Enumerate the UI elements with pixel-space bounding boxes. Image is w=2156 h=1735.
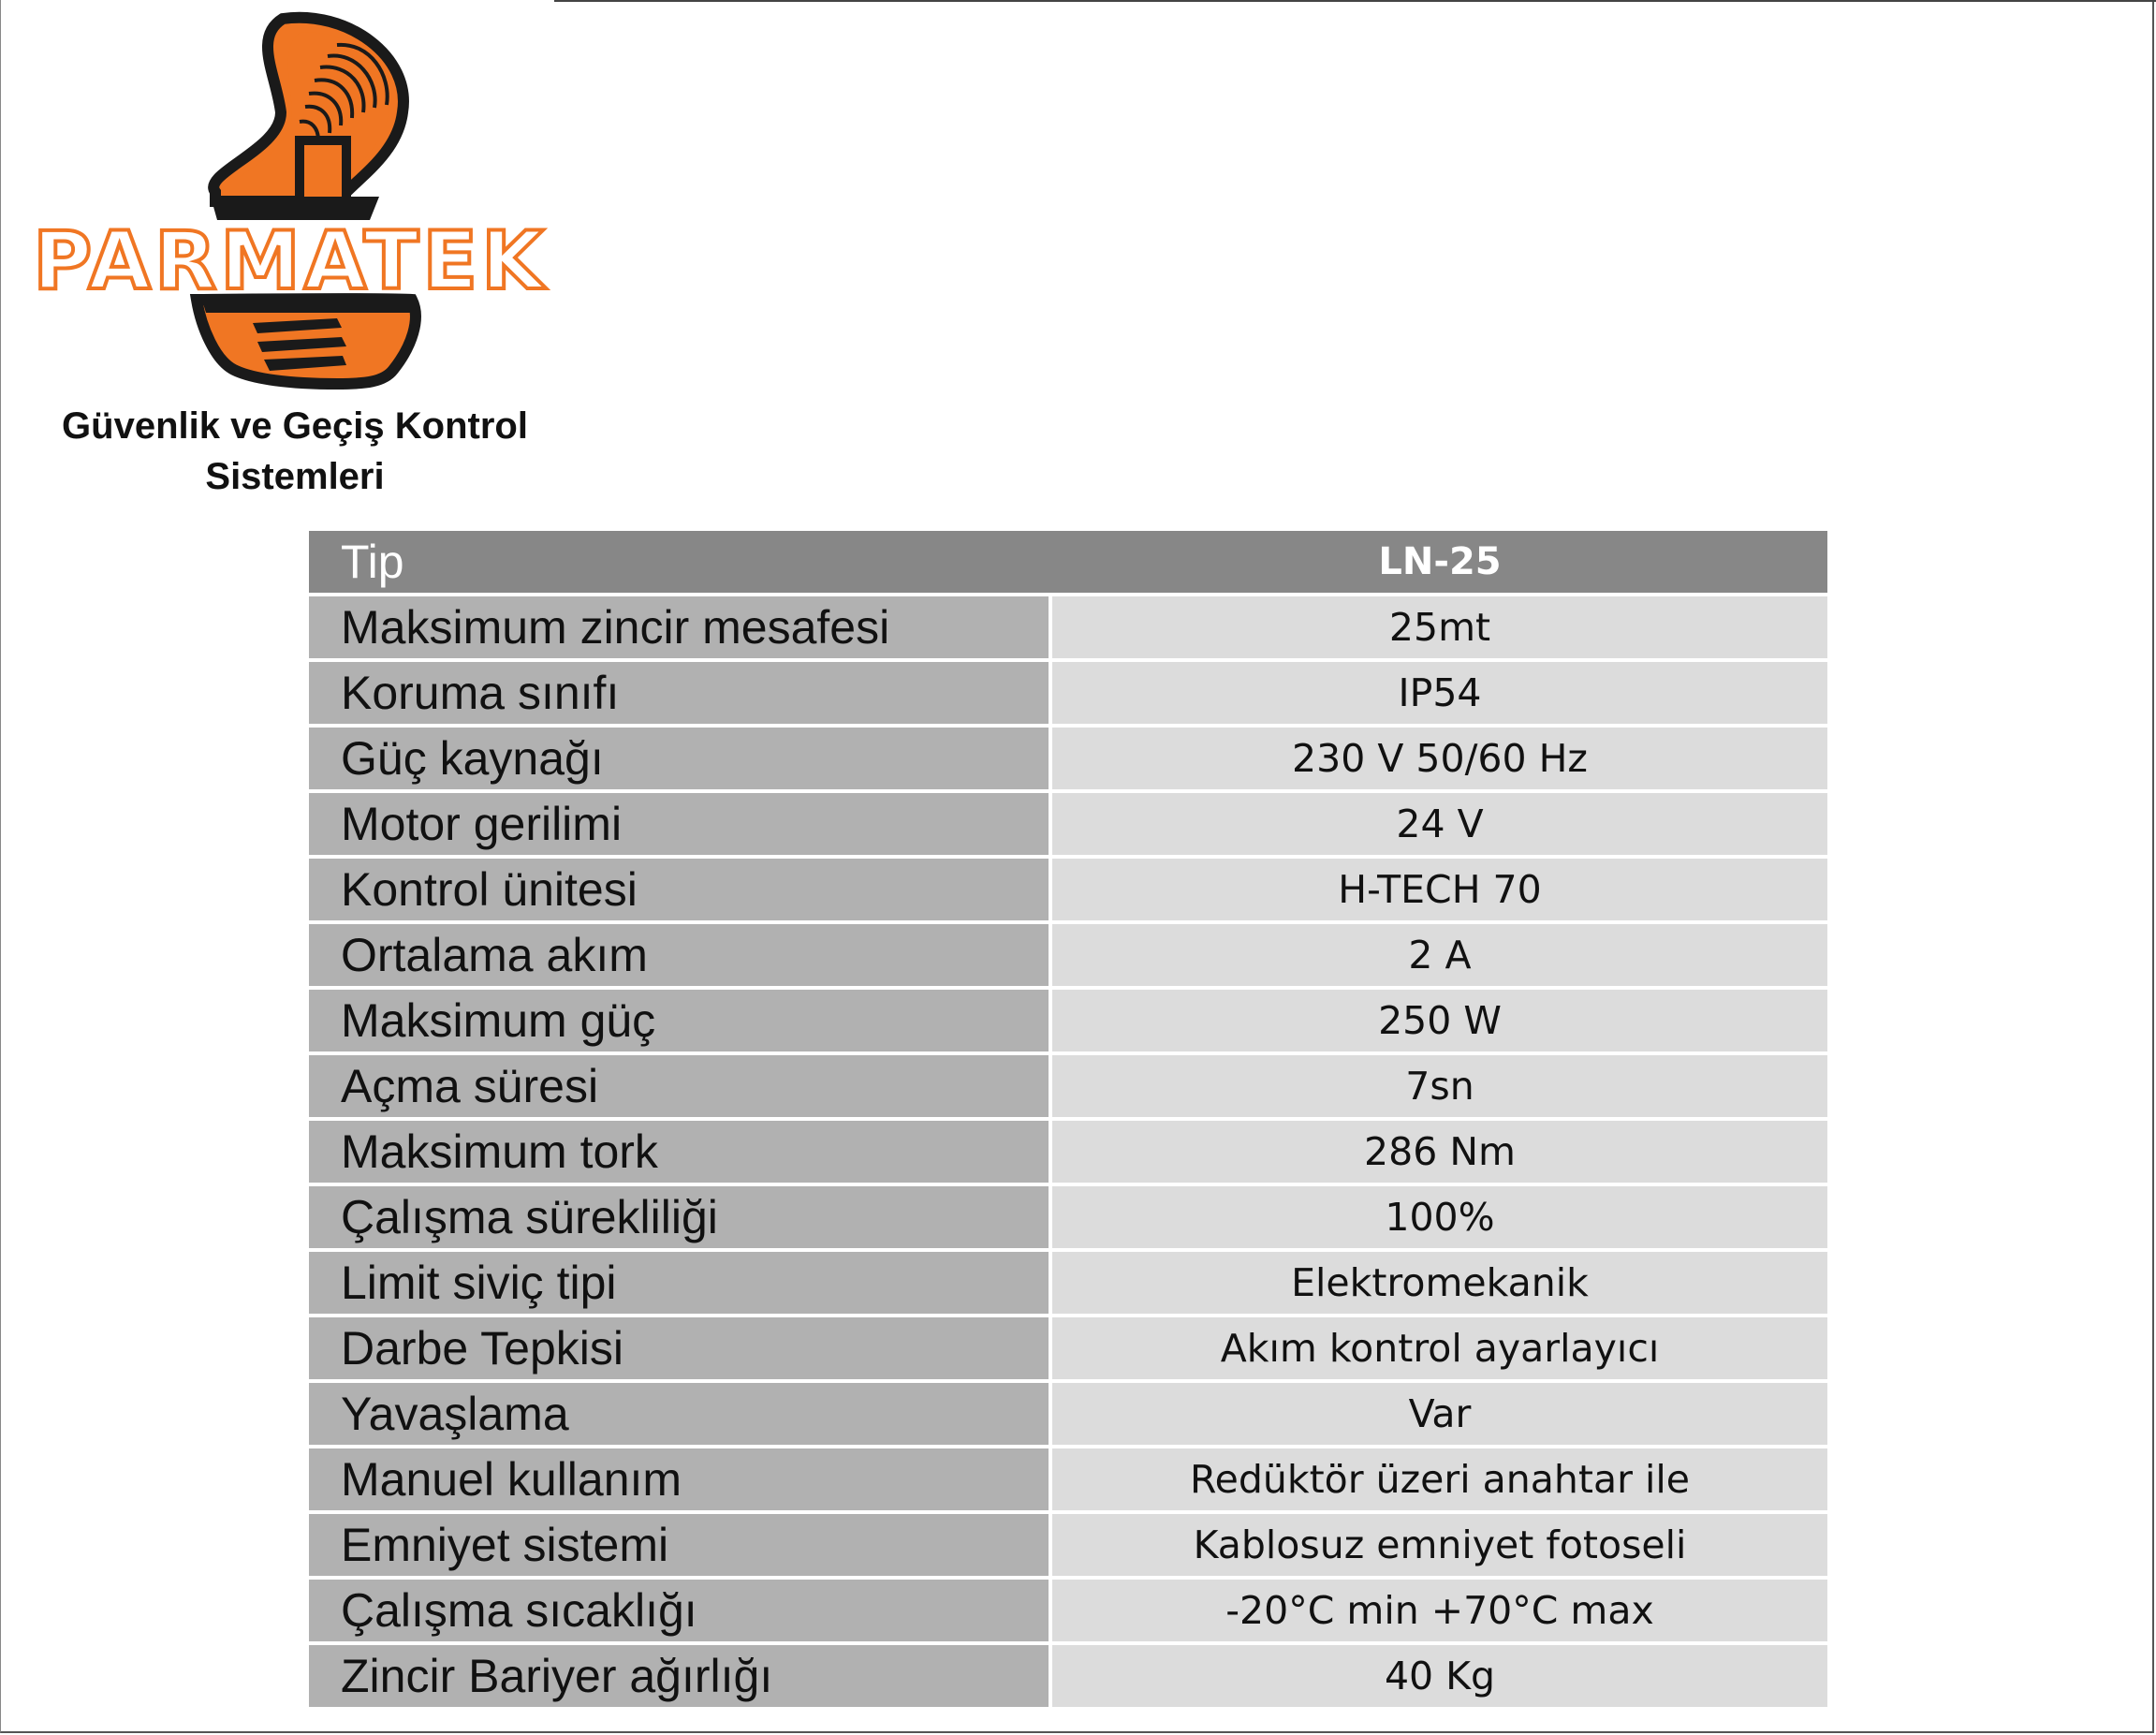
table-row bbox=[309, 1448, 1827, 1510]
table-row bbox=[309, 793, 1827, 855]
tagline-line-2: Sistemleri bbox=[205, 456, 385, 497]
spec-value: 40 Kg bbox=[1052, 1645, 1827, 1707]
table-row bbox=[309, 1317, 1827, 1379]
spec-label: Güç kaynağı bbox=[309, 728, 1052, 789]
spec-label: Limit siviç tipi bbox=[309, 1252, 1052, 1314]
spec-value: Redüktör üzeri anahtar ile bbox=[1052, 1448, 1827, 1510]
spec-label: Yavaşlama bbox=[309, 1383, 1052, 1445]
spec-value: 24 V bbox=[1052, 793, 1827, 855]
spec-value: -20°C min +70°C max bbox=[1052, 1580, 1827, 1641]
spec-value: Var bbox=[1052, 1383, 1827, 1445]
spec-value: IP54 bbox=[1052, 662, 1827, 724]
table-row bbox=[309, 596, 1827, 658]
brand-tagline bbox=[0, 401, 590, 502]
spec-label: Çalışma sürekliliği bbox=[309, 1186, 1052, 1248]
spec-label: Açma süresi bbox=[309, 1055, 1052, 1117]
spec-table bbox=[309, 527, 1827, 1711]
table-header-row bbox=[309, 531, 1827, 593]
spec-label: Manuel kullanım bbox=[309, 1448, 1052, 1510]
spec-value: 100% bbox=[1052, 1186, 1827, 1248]
spec-value: 286 Nm bbox=[1052, 1121, 1827, 1183]
fingerprint-stamp-icon bbox=[19, 0, 562, 393]
spec-label: Çalışma sıcaklığı bbox=[309, 1580, 1052, 1641]
spec-label: Zincir Bariyer ağırlığı bbox=[309, 1645, 1052, 1707]
spec-value: Elektromekanik bbox=[1052, 1252, 1827, 1314]
spec-value: Akım kontrol ayarlayıcı bbox=[1052, 1317, 1827, 1379]
table-row bbox=[309, 1645, 1827, 1707]
spec-value: H-TECH 70 bbox=[1052, 859, 1827, 920]
table-row bbox=[309, 728, 1827, 789]
spec-label: Darbe Tepkisi bbox=[309, 1317, 1052, 1379]
spec-label: Maksimum güç bbox=[309, 990, 1052, 1051]
spec-value: 2 A bbox=[1052, 924, 1827, 986]
spec-value: Kablosuz emniyet fotoseli bbox=[1052, 1514, 1827, 1576]
spec-value: 250 W bbox=[1052, 990, 1827, 1051]
table-row bbox=[309, 1383, 1827, 1445]
table-row bbox=[309, 1121, 1827, 1183]
table-row bbox=[309, 1055, 1827, 1117]
table-row bbox=[309, 990, 1827, 1051]
spec-value: 25mt bbox=[1052, 596, 1827, 658]
table-row bbox=[309, 1580, 1827, 1641]
header-label: Tip bbox=[309, 531, 1052, 593]
table-row bbox=[309, 1514, 1827, 1576]
spec-value: 230 V 50/60 Hz bbox=[1052, 728, 1827, 789]
top-border-line bbox=[554, 0, 2156, 2]
spec-value: 7sn bbox=[1052, 1055, 1827, 1117]
spec-label: Maksimum zincir mesafesi bbox=[309, 596, 1052, 658]
spec-label: Emniyet sistemi bbox=[309, 1514, 1052, 1576]
spec-label: Ortalama akım bbox=[309, 924, 1052, 986]
table-row bbox=[309, 1186, 1827, 1248]
spec-label: Motor gerilimi bbox=[309, 793, 1052, 855]
spec-label: Kontrol ünitesi bbox=[309, 859, 1052, 920]
spec-label: Maksimum tork bbox=[309, 1121, 1052, 1183]
brand-name: PARMATEK bbox=[33, 215, 548, 308]
tagline-line-1: Güvenlik ve Geçiş Kontrol bbox=[62, 405, 528, 447]
header-model: LN-25 bbox=[1052, 531, 1827, 593]
brand-wordmark bbox=[19, 215, 562, 318]
spec-label: Koruma sınıfı bbox=[309, 662, 1052, 724]
table-row bbox=[309, 1252, 1827, 1314]
table-row bbox=[309, 859, 1827, 920]
table-row bbox=[309, 924, 1827, 986]
table-row bbox=[309, 662, 1827, 724]
